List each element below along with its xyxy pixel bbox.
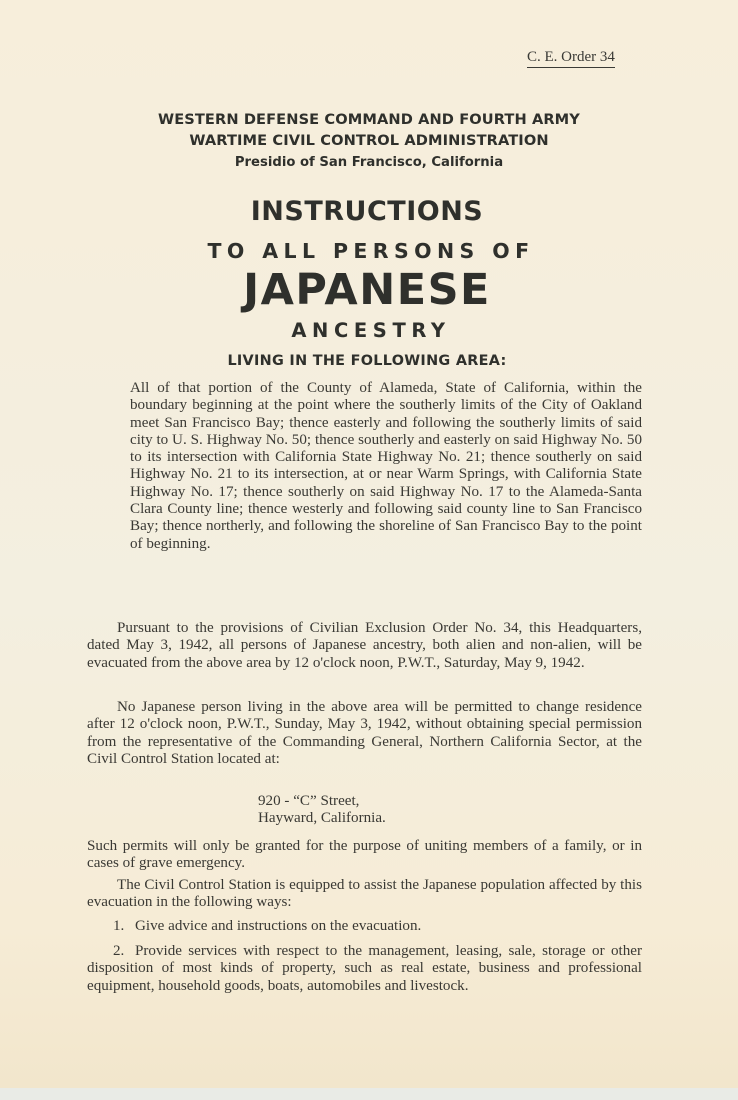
residence-change-paragraph: No Japanese person living in the above area will be permitted to change residence after 12 o'clock noon, P.W.T., Sunday, May 3, 1942, without obtaining special permission from the representative of the Commanding General, Northern California Sector, at the Civil Control Station located at: <box>87 699 642 767</box>
title-japanese: JAPANESE <box>243 265 491 315</box>
assistance-intro-paragraph: The Civil Control Station is equipped to assist the Japanese population affected by this evacuation in the following ways: <box>87 877 642 911</box>
service-text: Give advice and instructions on the evacuation. <box>135 918 422 934</box>
service-text: Provide services with respect to the management, leasing, sale, storage or other disposition of most kinds of property, such as real estate, business and professional equipment, household goods, boats, automobiles and livestock. <box>87 943 642 994</box>
title-living-in-area: LIVING IN THE FOLLOWING AREA: <box>227 353 507 369</box>
title-ancestry: ANCESTRY <box>291 319 451 342</box>
order-reference: C. E. Order 34 <box>527 49 615 68</box>
permits-paragraph: Such permits will only be granted for the purpose of uniting members of a family, or in cases of grave emergency. <box>87 838 642 872</box>
header-administration: WARTIME CIVIL CONTROL ADMINISTRATION <box>189 132 549 149</box>
address-street: 920 - “C” Street, <box>258 793 360 809</box>
service-number: 1. <box>113 918 125 934</box>
civil-control-station-address <box>258 793 386 828</box>
area-description: All of that portion of the County of Alameda, State of California, within the boundary beginning at the point where the southerly limits of the City of Oakland meet San Francisco Bay; thence easterly and following the southerly limits of said city to U. S. Highway No. 50; thence southerly and easterly on said Highway No. 50 to its intersection with California State Highway No. 21; thence southerly on said Highway No. 21 to its intersection, at or near Warm Springs, with California State Highway No. 17; thence southerly on said Highway No. 17 to the Alameda-Santa Clara County line; thence westerly and following said county line to San Francisco Bay; thence northerly, and following the shoreline of San Francisco Bay to the point of beginning. <box>130 380 642 552</box>
evacuation-order-paragraph: Pursuant to the provisions of Civilian Exclusion Order No. 34, this Headquarters, dated May 3, 1942, all persons of Japanese ancestry, both alien and non-alien, will be evacuated from the above area by 12 o'clock noon, P.W.T., Saturday, May 9, 1942. <box>87 620 642 671</box>
service-item <box>87 918 642 935</box>
service-item <box>87 943 642 995</box>
title-to-all-persons: TO ALL PERSONS OF <box>207 239 535 263</box>
header-location: Presidio of San Francisco, California <box>234 155 504 170</box>
header-command: WESTERN DEFENSE COMMAND AND FOURTH ARMY <box>158 111 580 128</box>
address-city: Hayward, California. <box>258 810 386 827</box>
service-number: 2. <box>113 943 125 959</box>
title-instructions: INSTRUCTIONS <box>250 196 484 227</box>
